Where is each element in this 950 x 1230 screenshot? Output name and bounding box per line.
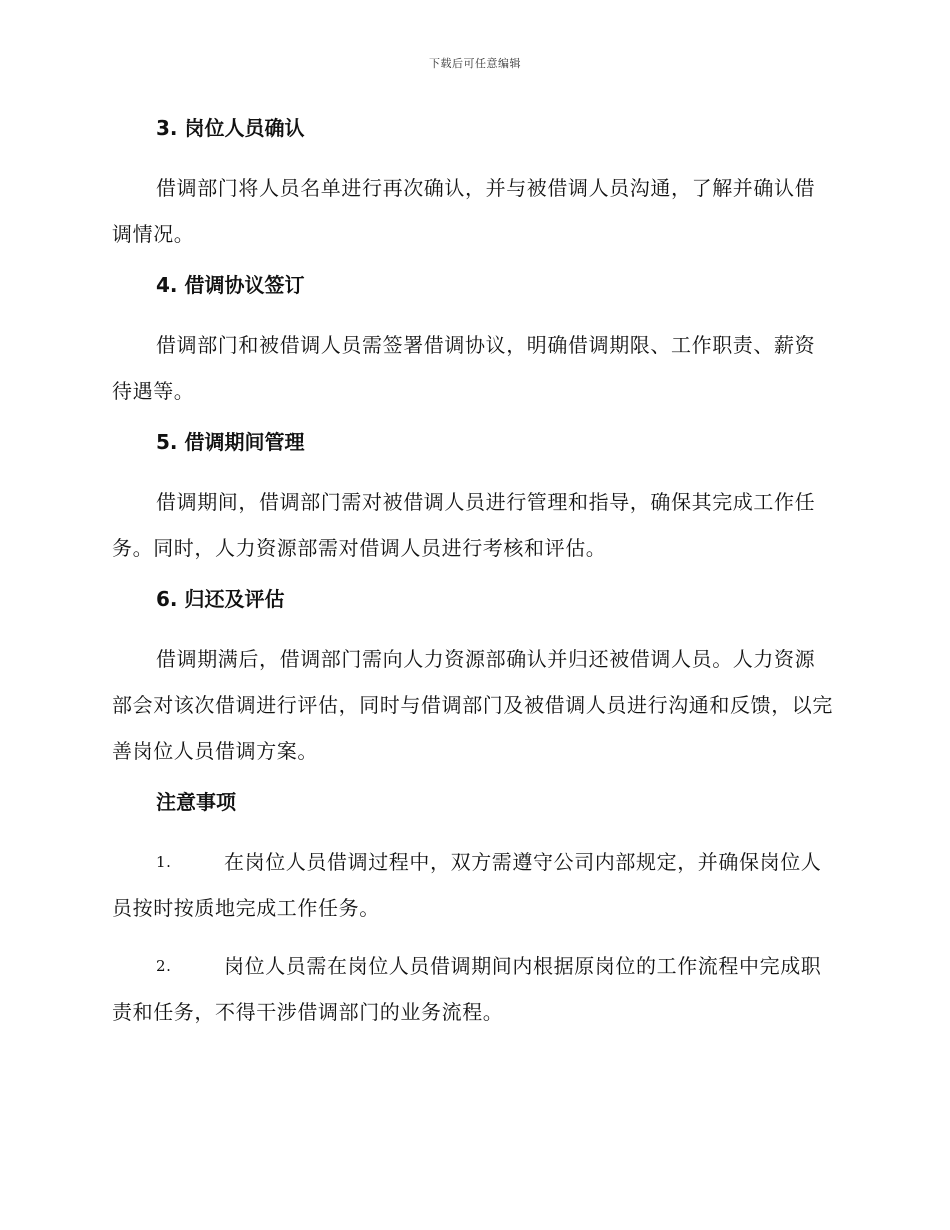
- section-body-4: 借调部门和被借调人员需签署借调协议，明确借调期限、工作职责、薪资待遇等。: [112, 333, 816, 403]
- document-content: [112, 112, 834, 1035]
- section-body-6: 借调期满后，借调部门需向人力资源部确认并归还被借调人员。人力资源部会对该次借调进行评估，同时与借调部门及被借调人员进行沟通和反馈，以完善岗位人员借调方案。: [112, 647, 833, 763]
- section-heading-5: 5. 借调期间管理: [156, 430, 305, 454]
- notes-heading: 注意事项: [156, 790, 236, 814]
- section-body-5: 借调期间，借调部门需对被借调人员进行管理和指导，确保其完成工作任务。同时，人力资源部需对借调人员进行考核和评估。: [112, 490, 816, 560]
- section-heading-4: 4. 借调协议签订: [156, 273, 305, 297]
- note-item-2-number: 2.: [156, 957, 172, 975]
- note-item-1-number: 1.: [156, 853, 172, 871]
- note-item-2: [112, 943, 834, 1035]
- note-item-2-text: 岗位人员需在岗位人员借调期间内根据原岗位的工作流程中完成职责和任务，不得干涉借调部门的业务流程。: [112, 954, 822, 1024]
- note-item-1: [112, 839, 834, 931]
- section-heading-6: 6. 归还及评估: [156, 587, 285, 611]
- section-heading-3: 3. 岗位人员确认: [156, 116, 305, 140]
- page-header: 下载后可任意编辑: [429, 57, 521, 70]
- note-item-1-text: 在岗位人员借调过程中，双方需遵守公司内部规定，并确保岗位人员按时按质地完成工作任务。: [112, 850, 822, 920]
- section-body-3: 借调部门将人员名单进行再次确认，并与被借调人员沟通，了解并确认借调情况。: [112, 176, 816, 246]
